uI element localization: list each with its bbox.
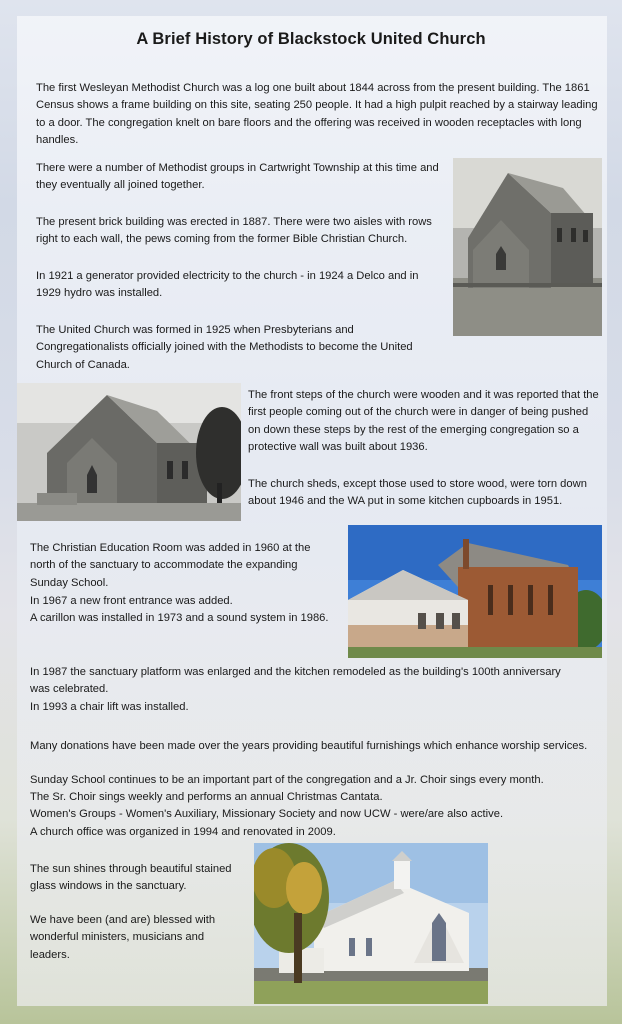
paragraph-church-office: A church office was organized in 1994 and renovated in 2009. bbox=[30, 826, 336, 838]
paragraph-log-church: The first Wesleyan Methodist Church was a log one built about 1844 across from the present building. The 1861 Census shows a frame building on this site, seating 250 people. It had a high pulpit reached by a stairway leading to a door. The congregation knelt on bare floors and the offering was received in wooden receptacles with long handles. bbox=[36, 82, 598, 146]
paragraph-electricity: In 1921 a generator provided electricity to the church - in 1924 a Delco and in 1929 hydro was installed. bbox=[36, 270, 419, 300]
paragraph-front-entrance: In 1967 a new front entrance was added. bbox=[30, 595, 233, 607]
paragraph-donations: Many donations have been made over the years providing beautiful furnishings which enhance worship services. bbox=[30, 740, 588, 752]
paragraph-sunday-school: Sunday School continues to be an important part of the congregation and a Jr. Choir sings every month. bbox=[30, 774, 544, 786]
paragraph-senior-choir: The Sr. Choir sings weekly and performs an annual Christmas Cantata. bbox=[30, 791, 383, 803]
paragraph-education-room: The Christian Education Room was added in 1960 at the north of the sanctuary to accommodate the expanding Sunday School. bbox=[30, 542, 311, 589]
photo-church-color bbox=[348, 525, 602, 658]
paragraph-blessed: We have been (and are) blessed with wonderful ministers, musicians and leaders. bbox=[30, 914, 216, 961]
photo-church-with-tree bbox=[17, 383, 241, 521]
paragraph-stained-glass: The sun shines through beautiful stained glass windows in the sanctuary. bbox=[30, 863, 232, 893]
page-title: A Brief History of Blackstock United Church bbox=[136, 30, 486, 48]
photo-white-church-tree bbox=[254, 843, 488, 1004]
paragraph-chair-lift: In 1993 a chair lift was installed. bbox=[30, 701, 189, 713]
paragraph-united-church: The United Church was formed in 1925 when Presbyterians and Congregationalists officially joined with the Methodists to become the United Church of Canada. bbox=[36, 324, 413, 371]
paragraph-methodist-groups: There were a number of Methodist groups in Cartwright Township at this time and they eventually all joined together. bbox=[36, 162, 439, 192]
paragraph-carillon: A carillon was installed in 1973 and a sound system in 1986. bbox=[30, 612, 329, 624]
paragraph-brick-building: The present brick building was erected in 1887. There were two aisles with rows right to each wall, the pews coming from the former Bible Christian Church. bbox=[36, 216, 432, 246]
paragraph-sanctuary-platform: In 1987 the sanctuary platform was enlarged and the kitchen remodeled as the building's 100th anniversary was celebrated. bbox=[30, 666, 561, 696]
photo-old-brick-church bbox=[453, 158, 602, 336]
paragraph-church-sheds: The church sheds, except those used to store wood, were torn down about 1946 and the WA put in some kitchen cupboards in 1951. bbox=[248, 478, 587, 508]
paragraph-front-steps: The front steps of the church were wooden and it was reported that the first people coming out of the church were in danger of being pushed on down these steps by the rest of the emerging congregation so a protective wall was built about 1936. bbox=[248, 389, 599, 453]
paragraph-womens-groups: Women's Groups - Women's Auxiliary, Missionary Society and now UCW - were/are also active. bbox=[30, 808, 504, 820]
